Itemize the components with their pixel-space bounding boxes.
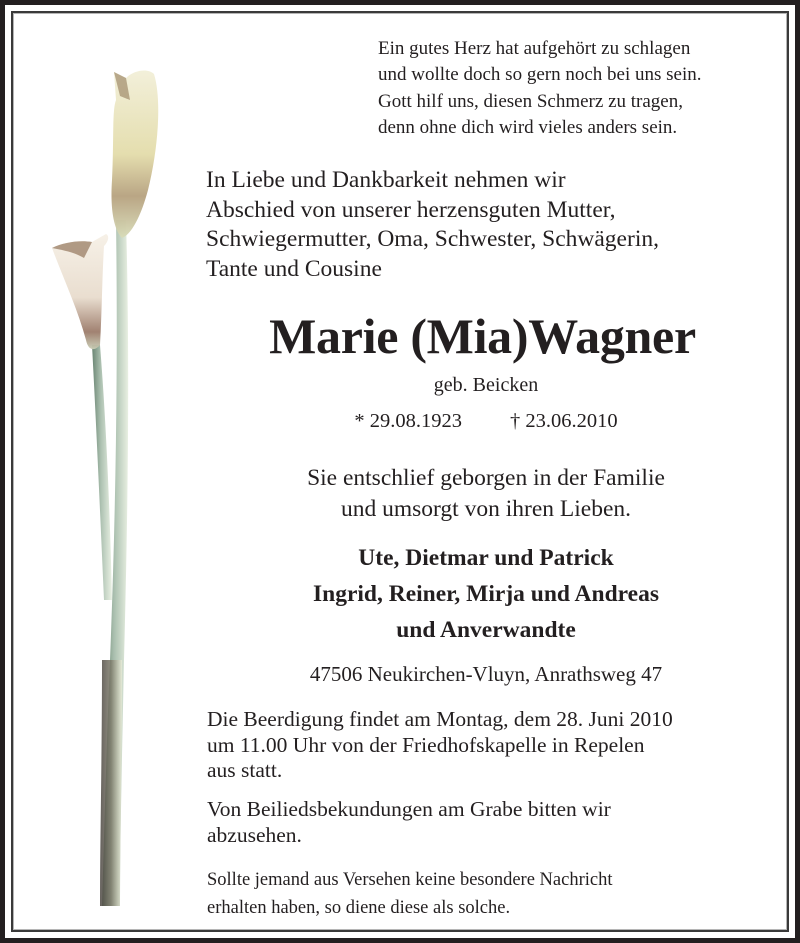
death-date: † 23.06.2010 — [510, 410, 618, 432]
maiden-name: geb. Beicken — [433, 374, 539, 396]
family-names — [196, 540, 776, 648]
intro-line: Tante und Cousine — [206, 255, 382, 282]
address: 47506 Neukirchen-Vluyn, Anrathsweg 47 — [309, 662, 663, 686]
intro-line: Abschied von unserer herzensguten Mutter, — [206, 196, 616, 223]
life-dates — [196, 407, 776, 435]
passing-text — [196, 463, 776, 525]
passing-line: und umsorgt von ihren Lieben. — [340, 496, 631, 522]
notice-line: Sollte jemand aus Versehen keine besondere Nachricht — [207, 870, 613, 890]
notice-text — [207, 866, 613, 922]
notice-line: erhalten haben, so diene diese als solche. — [207, 898, 511, 918]
intro-line: In Liebe und Dankbarkeit nehmen wir — [206, 167, 566, 193]
poem-line: Ein gutes Herz hat aufgehört zu schlagen — [378, 38, 691, 59]
funeral-line: um 11.00 Uhr von der Friedhofskapelle in Repelen — [207, 732, 645, 757]
calla-lily-icon — [30, 60, 190, 920]
funeral-info — [207, 707, 673, 784]
poem — [378, 36, 701, 141]
funeral-line: Die Beerdigung findet am Montag, dem 28. Juni 2010 — [207, 707, 673, 731]
poem-line: Gott hilf uns, diesen Schmerz zu tragen, — [378, 90, 683, 112]
family-line: und Anverwandte — [396, 617, 576, 643]
family-line: Ute, Dietmar und Patrick — [358, 545, 614, 571]
birth-date: * 29.08.1923 — [354, 410, 462, 432]
funeral-line: aus statt. — [207, 758, 283, 782]
condolences-line: Von Beiliedsbekundungen am Grabe bitten wir — [207, 797, 611, 821]
condolences-line: abzusehen. — [207, 822, 302, 847]
deceased-name: Marie (Mia)Wagner — [269, 308, 696, 364]
poem-line: denn ohne dich wird vieles anders sein. — [378, 116, 678, 138]
intro-line: Schwiegermutter, Oma, Schwester, Schwägerin, — [206, 226, 659, 252]
poem-line: und wollte doch so gern noch bei uns sein. — [378, 64, 702, 86]
intro-text — [206, 166, 659, 284]
passing-line: Sie entschlief geborgen in der Familie — [307, 465, 665, 491]
condolences-note — [207, 797, 611, 848]
family-line: Ingrid, Reiner, Mirja und Andreas — [312, 581, 660, 607]
